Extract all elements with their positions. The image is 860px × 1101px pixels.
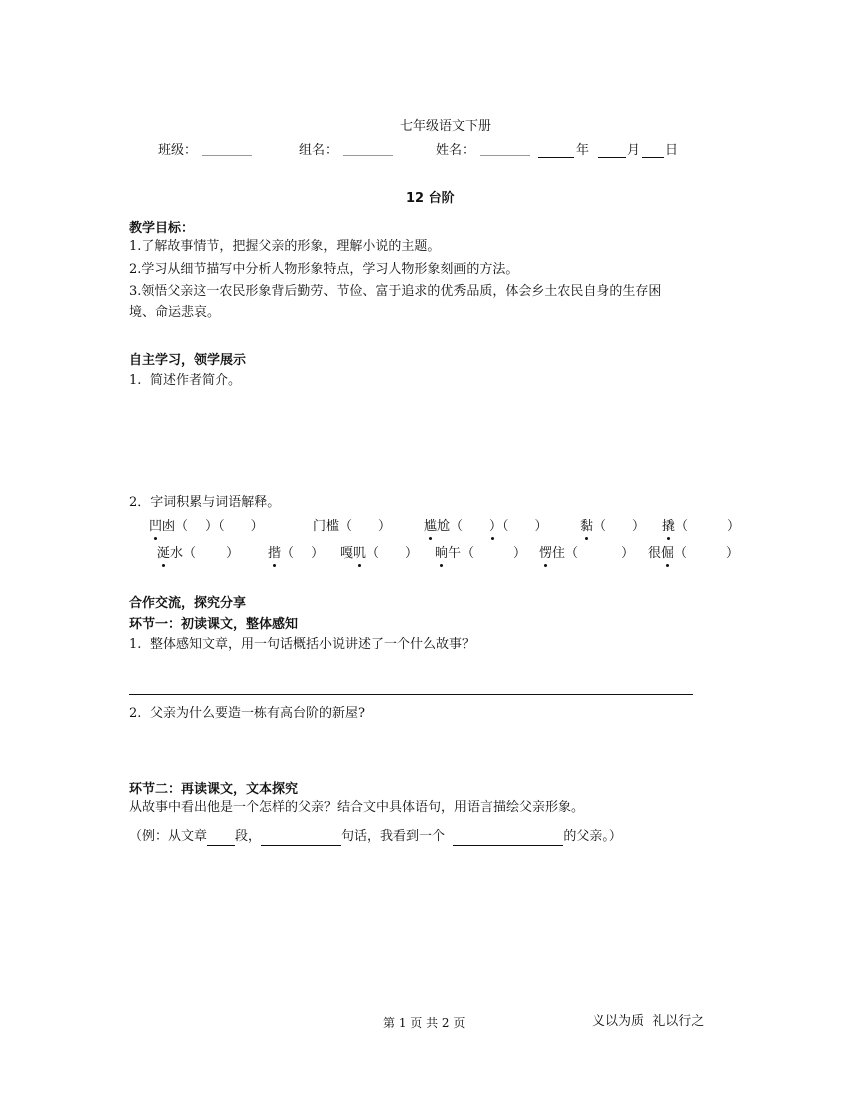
vocab-item: 晌午（ ） [435, 542, 526, 561]
month-label: 月 [627, 143, 641, 158]
document-title: 七年级语文下册 [400, 119, 492, 134]
cooperation-heading: 合作交流，探究分享 [129, 596, 247, 611]
year-field[interactable] [538, 143, 574, 158]
name-field[interactable] [480, 143, 530, 156]
month-field[interactable] [598, 143, 626, 158]
vocab-item: 门槛（ ） [313, 519, 392, 534]
example-sentence: （例：从文章 段， 句话，我看到一个 的父亲。） [129, 829, 622, 844]
father-question: 从故事中看出他是一个怎样的父亲？结合文中具体语句，用语言描绘父亲形象。 [129, 800, 585, 815]
day-field[interactable] [642, 143, 664, 158]
day-label: 日 [665, 143, 679, 158]
paragraph-blank[interactable] [207, 831, 235, 846]
goal-item: 1.了解故事情节，把握父亲的形象，理解小说的主题。 [129, 239, 441, 254]
sentence-blank[interactable] [261, 831, 341, 846]
question-number: 1. [129, 373, 142, 388]
goals-heading: 教学目标： [129, 221, 195, 236]
group-label: 组名： [299, 143, 339, 158]
year-label: 年 [576, 143, 590, 158]
vocab-item: 很倔（ ） [648, 542, 739, 561]
answer-line[interactable] [129, 694, 693, 695]
vocab-item: 凹凼（ ）（ ） [149, 515, 264, 534]
vocab-item: 撬（ ） [662, 515, 740, 534]
step2-heading: 环节二：再读课文，文本探究 [129, 782, 299, 797]
lesson-title: 12 台阶 [406, 191, 455, 206]
summary-question: 整体感知文章，用一句话概括小说讲述了一个什么故事？ [150, 637, 476, 652]
new-house-question: 父亲为什么要造一栋有高台阶的新屋? [150, 706, 365, 721]
question-number: 1. [129, 637, 142, 652]
question-number: 2. [129, 706, 142, 721]
vocab-item: 揩（ ） [268, 542, 324, 561]
class-field[interactable] [202, 143, 252, 156]
goal-item: 3.领悟父亲这一农民形象背后勤劳、节俭、富于追求的优秀品质，体会乡土农民自身的生存困 [129, 284, 662, 299]
self-study-heading: 自主学习，领学展示 [129, 353, 247, 368]
step1-heading: 环节一：初读课文，整体感知 [129, 617, 299, 632]
class-label: 班级： [158, 143, 198, 158]
name-label: 姓名： [436, 143, 476, 158]
vocab-item: 黏（ ） [580, 515, 645, 534]
page-number: 第 1 页 共 2 页 [383, 1016, 466, 1030]
vocab-item: 嘎叽（ ） [340, 542, 418, 561]
vocab-item: 涎水（ ） [157, 542, 239, 561]
motto: 义以为质 礼以行之 [592, 1014, 705, 1029]
author-intro-question: 简述作者简介。 [150, 373, 242, 388]
group-field[interactable] [343, 143, 393, 156]
vocab-item: 尴尬（ ）（ ） [424, 515, 548, 534]
goal-item: 境、命运悲哀。 [129, 305, 221, 320]
description-blank[interactable] [453, 831, 563, 846]
goal-item: 2.学习从细节描写中分析人物形象特点，学习人物形象刻画的方法。 [129, 262, 519, 277]
vocab-item: 愣住（ ） [539, 542, 634, 561]
vocab-question: 2．字词积累与词语解释。 [129, 495, 281, 510]
